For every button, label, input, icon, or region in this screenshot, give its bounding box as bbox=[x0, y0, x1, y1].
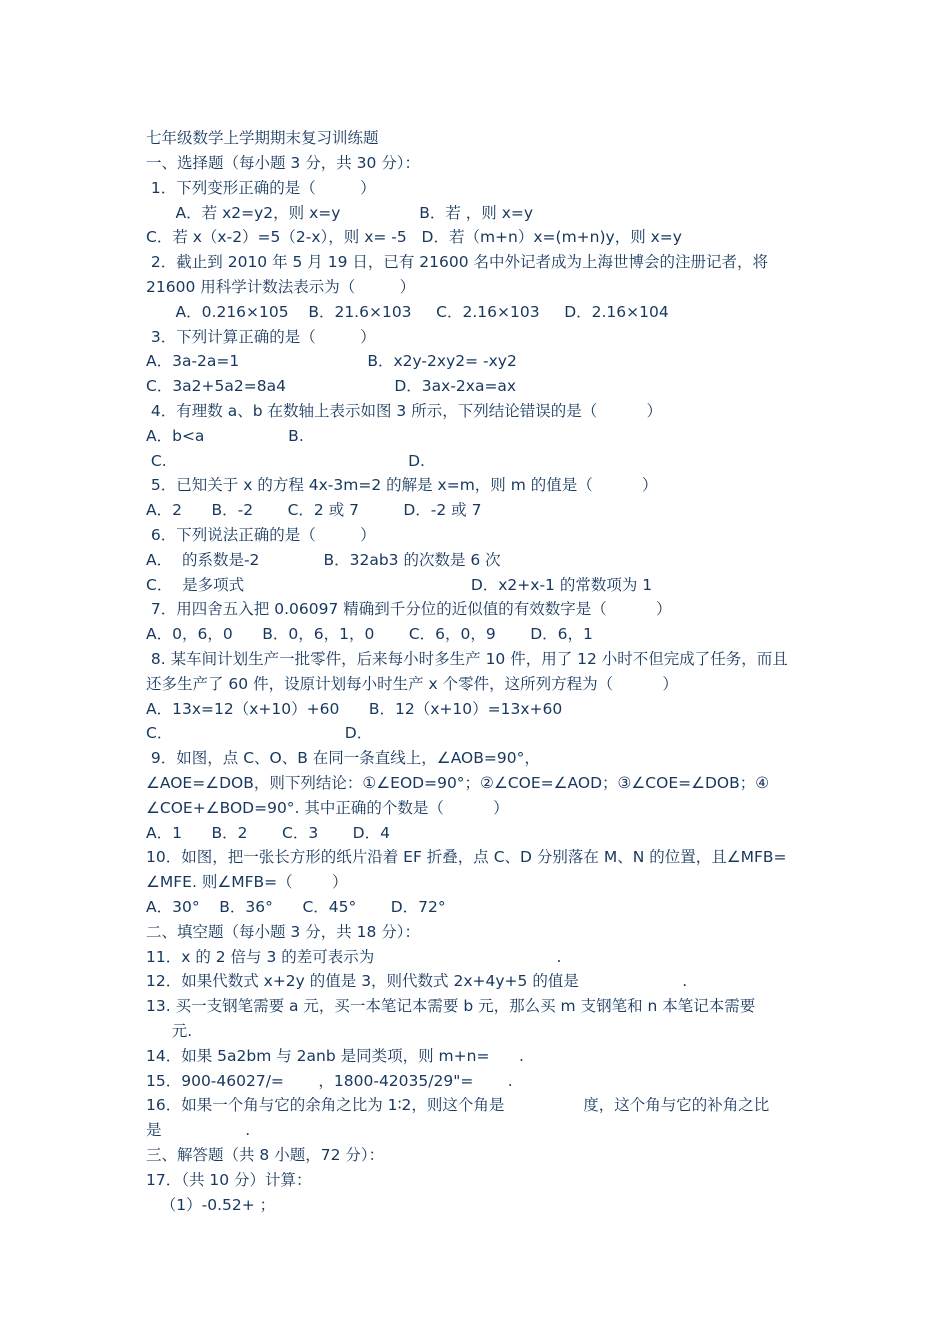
text-line: 是 . bbox=[146, 1121, 251, 1140]
text-line: 1．下列变形正确的是（ ） bbox=[146, 178, 376, 197]
text-line: A．3a-2a=1 B．x2y-2xy2= -xy2 bbox=[146, 352, 517, 371]
text-line: 11．x 的 2 倍与 3 的差可表示为 . bbox=[146, 947, 562, 966]
text-line: 三、解答题（共 8 小题，72 分）： bbox=[146, 1146, 385, 1164]
text-line: 3．下列计算正确的是（ ） bbox=[146, 327, 376, 346]
text-line: 4．有理数 a、b 在数轴上表示如图 3 所示，下列结论错误的是（ ） bbox=[146, 402, 662, 420]
text-line: ∠MFE. 则∠MFB=（ ） bbox=[146, 873, 348, 892]
text-line: 还多生产了 60 件，设原计划每小时生产 x 个零件，这所列方程为（ ） bbox=[146, 674, 678, 693]
text-line: 21600 用科学计数法表示为（ ） bbox=[146, 278, 416, 296]
text-line: A．0，6，0 B．0，6，1，0 C．6，0，9 D．6，1 bbox=[146, 625, 593, 644]
text-line: 元. bbox=[152, 1022, 193, 1040]
text-line: 13. 买一支钢笔需要 a 元，买一本笔记本需要 b 元，那么买 m 支钢笔和 n 本笔记本需要 bbox=[146, 997, 756, 1016]
text-line: A． 的系数是-2 B．32ab3 的次数是 6 次 bbox=[146, 550, 501, 569]
text-line: A．b<a B. bbox=[146, 426, 304, 445]
text-line: C．若 x（x-2）=5（2-x），则 x= -5 D．若（m+n）x=(m+n)y，则 x=y bbox=[146, 228, 682, 247]
text-line: 二、填空题（每小题 3 分，共 18 分）： bbox=[146, 922, 421, 941]
text-line: 2．截止到 2010 年 5 月 19 日，已有 21600 名中外记者成为上海世博会的注册记者，将 bbox=[146, 253, 769, 272]
text-line: 8. 某车间计划生产一批零件，后来每小时多生产 10 件，用了 12 小时不但完成了任务，而且 bbox=[146, 650, 788, 668]
text-line: 5．已知关于 x 的方程 4x-3m=2 的解是 x=m，则 m 的值是（ ） bbox=[146, 476, 658, 495]
text-line: 10．如图，把一张长方形的纸片沿着 EF 折叠，点 C、D 分别落在 M、N 的位置，且∠MFB= bbox=[146, 848, 787, 867]
text-line: A．0.216×105 B．21.6×103 C．2.16×103 D．2.16×104 bbox=[146, 302, 669, 321]
text-line: C． D． bbox=[146, 724, 373, 743]
document-title: 七年级数学上学期期末复习训练题 bbox=[146, 129, 379, 147]
text-line: 12．如果代数式 x+2y 的值是 3，则代数式 2x+4y+5 的值是 . bbox=[146, 972, 688, 991]
text-line: 15．900-46027/= ，1800-42035/29"= . bbox=[146, 1071, 513, 1090]
text-line: C. D. bbox=[146, 451, 425, 470]
text-line: 7．用四舍五入把 0.06097 精确到千分位的近似值的有效数字是（ ） bbox=[146, 600, 672, 619]
text-line: 17．（共 10 分）计算： bbox=[146, 1170, 312, 1189]
text-line: C．3a2+5a2=8a4 D．3ax-2xa=ax bbox=[146, 377, 517, 396]
text-line: （1）-0.52+ ； bbox=[146, 1195, 276, 1214]
text-line: ∠COE+∠BOD=90°. 其中正确的个数是（ ） bbox=[146, 798, 509, 817]
text-line: C． 是多项式 D．x2+x-1 的常数项为 1 bbox=[146, 575, 653, 594]
text-line: A．30° B．36° C．45° D．72° bbox=[146, 898, 446, 916]
text-line: 16．如果一个角与它的余角之比为 1∶2，则这个角是 度，这个角与它的补角之比 bbox=[146, 1096, 770, 1115]
text-line: A．若 x2=y2，则 x=y B．若 ，则 x=y bbox=[146, 203, 534, 222]
text-line: 9．如图，点 C、O、B 在同一条直线上，∠AOB=90°， bbox=[146, 749, 540, 768]
text-line: 一、选择题（每小题 3 分，共 30 分）： bbox=[146, 154, 421, 172]
text-line: A．1 B．2 C．3 D．4 bbox=[146, 823, 390, 842]
text-line: ∠AOE=∠DOB，则下列结论：①∠EOD=90°；②∠COE=∠AOD；③∠COE=∠DOB；④ bbox=[146, 774, 770, 792]
text-line: A．13x=12（x+10）+60 B．12（x+10）=13x+60 bbox=[146, 699, 563, 718]
text-line: 6．下列说法正确的是（ ） bbox=[146, 526, 376, 544]
text-line: 14．如果 5a2bm 与 2anb 是同类项，则 m+n= . bbox=[146, 1046, 524, 1065]
text-line: A．2 B．-2 C．2 或 7 D．-2 或 7 bbox=[146, 501, 482, 520]
